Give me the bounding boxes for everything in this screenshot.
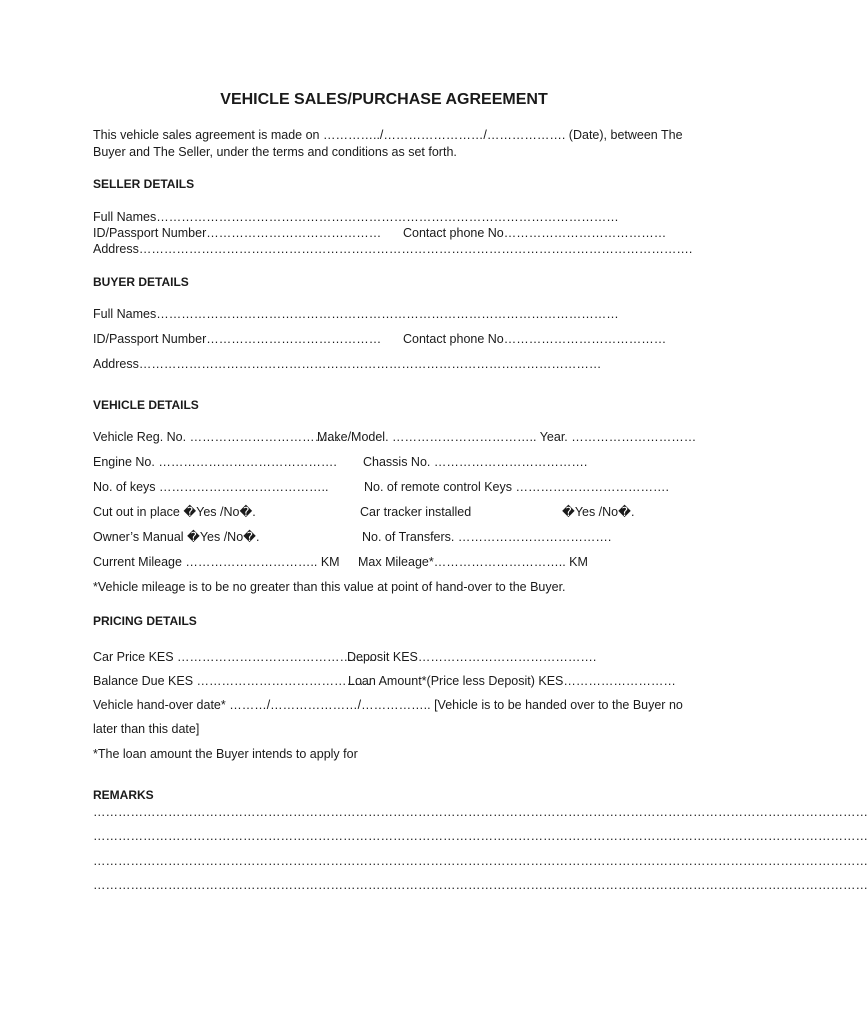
document-title: VEHICLE SALES/PURCHASE AGREEMENT [220, 91, 548, 108]
vehicle-reg-no: Vehicle Reg. No. ……………………………… [93, 430, 340, 444]
buyer-address: Address………………………………………………………………………………………………… [93, 357, 602, 371]
intro-line-2: Buyer and The Seller, under the terms and conditions as set forth. [93, 145, 457, 159]
vehicle-transfers: No. of Transfers. ………………………………. [362, 530, 612, 544]
buyer-contact-phone: Contact phone No………………………………… [403, 332, 667, 346]
pricing-loan-amount: Loan Amount*(Price less Deposit) KES……………………… [348, 674, 676, 688]
vehicle-make-model-year: Make/Model. …………………………….. Year. ………………………… [317, 430, 697, 444]
buyer-id-passport: ID/Passport Number…………………………………… [93, 332, 382, 346]
vehicle-owners-manual: Owner’s Manual �Yes /No�. [93, 530, 260, 544]
vehicle-tracker-label: Car tracker installed [360, 505, 472, 519]
remarks-line-2: …………………………………………………………………………………………………………………………………………………………………… [93, 829, 868, 843]
vehicle-current-mileage: Current Mileage ………………………….. KM [93, 555, 340, 569]
vehicle-tracker-yes-no: �Yes /No�. [562, 505, 635, 519]
intro-line-1: This vehicle sales agreement is made on …………../……………………/………………. (Date), between The [93, 128, 683, 142]
seller-full-names: Full Names………………………………………………………………………………………………… [93, 210, 619, 224]
pricing-balance-due: Balance Due KES …………………………………… [93, 674, 372, 688]
seller-heading: SELLER DETAILS [93, 177, 195, 191]
remarks-line-1: …………………………………………………………………………………………………………………………………………………………………… [93, 805, 868, 819]
remarks-heading: REMARKS [93, 788, 154, 802]
pricing-car-price: Car Price KES ………………………………………… [93, 650, 378, 664]
vehicle-mileage-note: *Vehicle mileage is to be no greater than this value at point of hand-over to the Buyer. [93, 580, 566, 594]
buyer-heading: BUYER DETAILS [93, 275, 189, 289]
vehicle-cut-out: Cut out in place �Yes /No�. [93, 505, 256, 519]
pricing-handover-line-2: later than this date] [93, 722, 200, 736]
pricing-deposit: Deposit KES……………………………………. [347, 650, 597, 664]
seller-id-passport: ID/Passport Number…………………………………… [93, 226, 382, 240]
remarks-line-4: …………………………………………………………………………………………………………………………………………………………………… [93, 878, 868, 892]
pricing-heading: PRICING DETAILS [93, 614, 197, 628]
vehicle-remote-keys: No. of remote control Keys ………………………………. [364, 480, 669, 494]
vehicle-no-of-keys: No. of keys ………………………………….. [93, 480, 329, 494]
vehicle-heading: VEHICLE DETAILS [93, 398, 199, 412]
pricing-handover-line-1: Vehicle hand-over date* ………/…………………/…………….. [Vehicle is to be handed over to the Buyer no [93, 698, 683, 712]
seller-contact-phone: Contact phone No………………………………… [403, 226, 667, 240]
vehicle-max-mileage: Max Mileage*………………………….. KM [358, 555, 588, 569]
remarks-line-3: …………………………………………………………………………………………………………………………………………………………………… [93, 854, 868, 868]
seller-address: Address……………………………………………………………………………………………………………………. [93, 242, 693, 256]
buyer-full-names: Full Names………………………………………………………………………………………………… [93, 307, 619, 321]
vehicle-chassis-no: Chassis No. ………………………………. [363, 455, 588, 469]
vehicle-engine-no: Engine No. ……………………………………. [93, 455, 337, 469]
pricing-loan-note: *The loan amount the Buyer intends to apply for [93, 747, 358, 761]
